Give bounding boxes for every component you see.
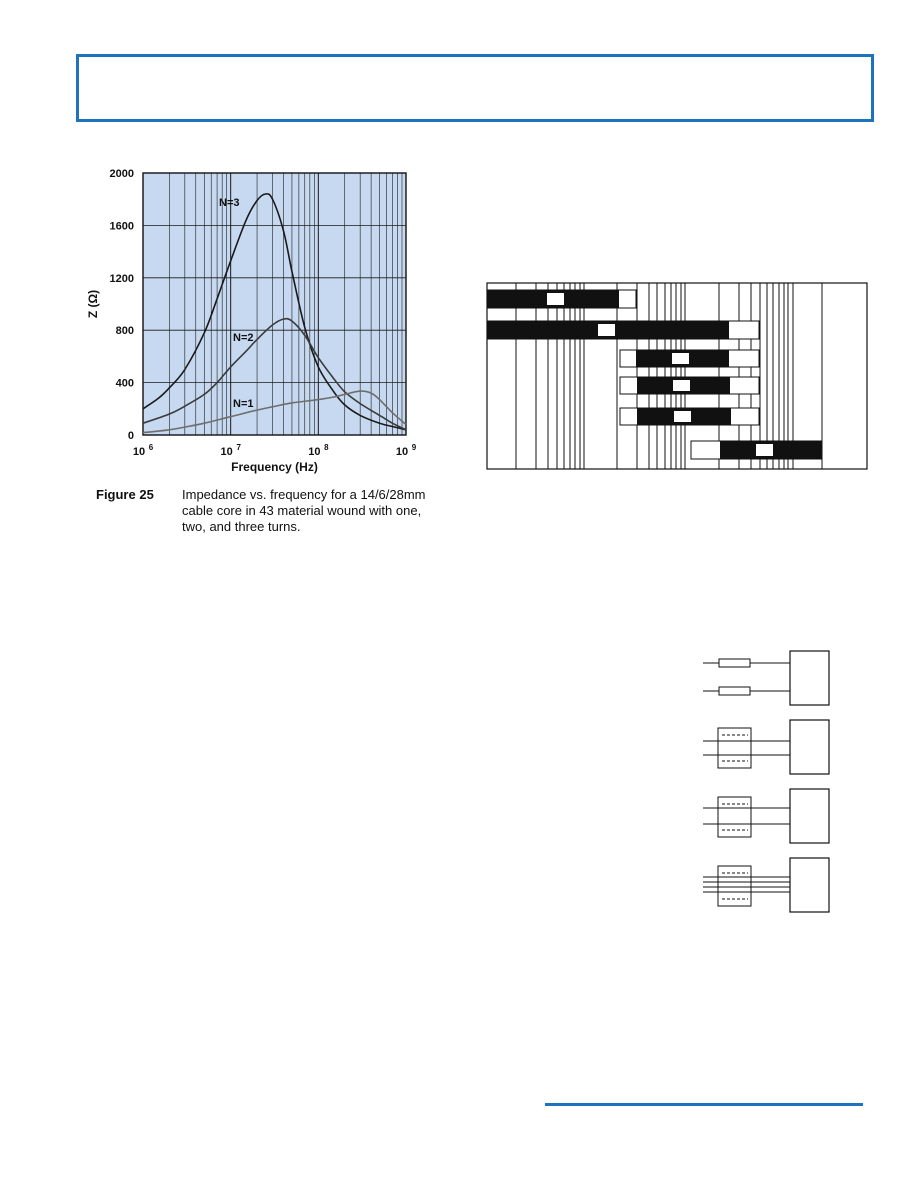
caption-line: Impedance vs. frequency for a 14/6/28mm [182,487,426,502]
x-tick-exponent: 9 [411,443,417,452]
x-tick-exponent: 6 [148,443,154,452]
y-tick-label: 0 [127,430,134,442]
y-tick-label: 1200 [109,272,134,285]
schematic-config-3 [703,789,829,843]
caption-line: cable core in 43 material wound with one, [182,503,422,518]
series-label: N=1 [233,398,254,410]
y-tick-label: 400 [115,377,134,390]
y-tick-label: 1600 [109,220,134,233]
x-axis-title: Frequency (Hz) [231,460,318,474]
x-tick-label: 10 [308,446,321,458]
x-tick-label: 10 [220,446,233,458]
series-label: N=2 [233,332,254,344]
y-axis-title: Z (Ω) [86,289,100,319]
footer-rule [545,1103,863,1106]
figure-label: Figure 25 [96,487,154,502]
schematic-config-2 [703,720,829,774]
x-tick-exponent: 7 [236,443,241,452]
schematic-config-1 [703,651,829,705]
x-tick-label: 10 [132,446,146,458]
schematic-config-4 [703,858,829,912]
x-tick-exponent: 8 [324,443,329,452]
y-tick-label: 800 [115,325,134,338]
y-tick-label: 2000 [109,168,134,180]
x-tick-label: 10 [395,446,409,458]
caption-line: two, and three turns. [182,519,301,534]
series-label: N=3 [219,197,240,209]
